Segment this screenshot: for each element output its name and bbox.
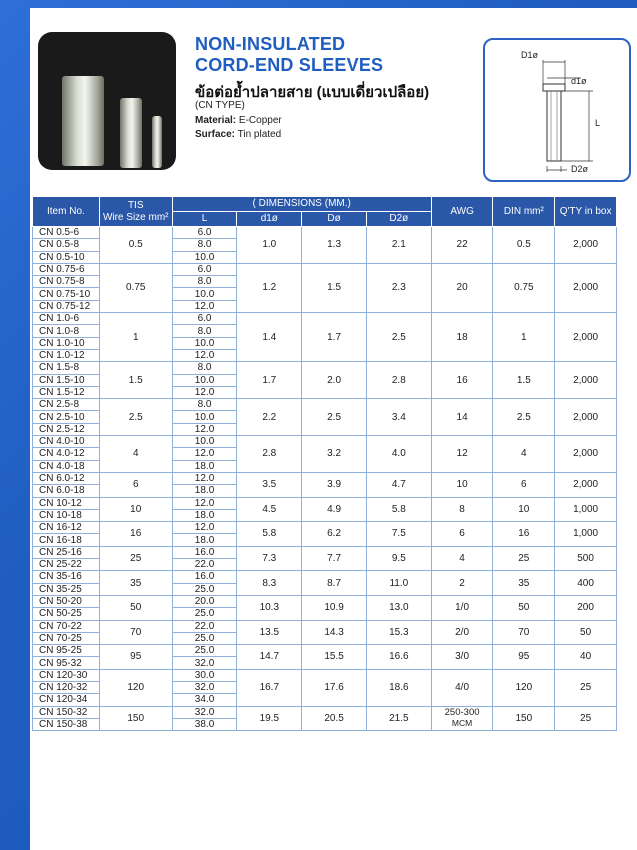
awg-cell: 18 [431, 313, 493, 362]
outer-diameter-cell: 14.3 [302, 620, 367, 645]
wire-size-cell: 6 [99, 472, 172, 497]
label-d1: d1ø [571, 76, 587, 86]
item-no-cell: CN 1.5-12 [33, 386, 100, 398]
qty-cell: 25 [555, 669, 617, 706]
length-cell: 12.0 [172, 522, 237, 534]
item-no-cell: CN 6.0-18 [33, 485, 100, 497]
table-row [33, 362, 617, 374]
wire-size-cell: 0.75 [99, 263, 172, 312]
wire-size-cell: 10 [99, 497, 172, 522]
awg-cell: 20 [431, 263, 493, 312]
din-cell: 10 [493, 497, 555, 522]
qty-cell: 2,000 [555, 399, 617, 436]
d2-cell: 7.5 [366, 522, 431, 547]
length-cell: 12.0 [172, 448, 237, 460]
item-no-cell: CN 150-38 [33, 718, 100, 730]
item-no-cell: CN 0.5-8 [33, 239, 100, 251]
item-no-cell: CN 120-32 [33, 681, 100, 693]
type-label: (CN TYPE) [195, 100, 245, 111]
awg-cell: 4/0 [431, 669, 493, 706]
title-line-1: NON-INSULATED [195, 34, 346, 54]
wire-size-cell: 35 [99, 571, 172, 596]
din-cell: 4 [493, 436, 555, 473]
item-no-cell: CN 50-20 [33, 595, 100, 607]
wire-size-cell: 120 [99, 669, 172, 706]
table-row [33, 522, 617, 534]
table-row [33, 620, 617, 632]
item-no-cell: CN 16-12 [33, 522, 100, 534]
awg-cell: 1/0 [431, 595, 493, 620]
din-cell: 1 [493, 313, 555, 362]
din-cell: 50 [493, 595, 555, 620]
header-D2: D2ø [366, 212, 431, 227]
d1-cell: 1.0 [237, 227, 302, 264]
awg-cell: 2/0 [431, 620, 493, 645]
d1-cell: 7.3 [237, 546, 302, 571]
outer-diameter-cell: 3.9 [302, 472, 367, 497]
d2-cell: 4.7 [366, 472, 431, 497]
qty-cell: 1,000 [555, 522, 617, 547]
d1-cell: 16.7 [237, 669, 302, 706]
qty-cell: 25 [555, 706, 617, 731]
awg-cell: 16 [431, 362, 493, 399]
d2-cell: 13.0 [366, 595, 431, 620]
item-no-cell: CN 4.0-12 [33, 448, 100, 460]
table-row [33, 263, 617, 275]
item-no-cell: CN 120-30 [33, 669, 100, 681]
outer-diameter-cell: 6.2 [302, 522, 367, 547]
item-no-cell: CN 70-25 [33, 632, 100, 644]
title-line-2: CORD-END SLEEVES [195, 55, 384, 75]
length-cell: 25.0 [172, 645, 237, 657]
length-cell: 16.0 [172, 571, 237, 583]
din-cell: 0.5 [493, 227, 555, 264]
din-cell: 120 [493, 669, 555, 706]
length-cell: 6.0 [172, 227, 237, 239]
table-row [33, 227, 617, 239]
table-row [33, 472, 617, 484]
qty-cell: 200 [555, 595, 617, 620]
d1-cell: 3.5 [237, 472, 302, 497]
material-value: E-Copper [238, 115, 282, 126]
qty-cell: 500 [555, 546, 617, 571]
wire-size-cell: 150 [99, 706, 172, 731]
item-no-cell: CN 35-16 [33, 571, 100, 583]
spec-table [32, 196, 617, 731]
din-cell: 6 [493, 472, 555, 497]
wire-size-cell: 25 [99, 546, 172, 571]
d1-cell: 14.7 [237, 645, 302, 670]
item-no-cell: CN 4.0-18 [33, 460, 100, 472]
outer-diameter-cell: 7.7 [302, 546, 367, 571]
table-row [33, 399, 617, 411]
table-row [33, 595, 617, 607]
d2-cell: 2.1 [366, 227, 431, 264]
length-cell: 6.0 [172, 263, 237, 275]
outer-diameter-cell: 3.2 [302, 436, 367, 473]
item-no-cell: CN 2.5-8 [33, 399, 100, 411]
length-cell: 8.0 [172, 399, 237, 411]
dimension-diagram [483, 38, 631, 182]
d1-cell: 19.5 [237, 706, 302, 731]
awg-cell: 6 [431, 522, 493, 547]
length-cell: 10.0 [172, 436, 237, 448]
item-no-cell: CN 2.5-12 [33, 423, 100, 435]
wire-size-cell: 1.5 [99, 362, 172, 399]
table-row [33, 497, 617, 509]
length-cell: 30.0 [172, 669, 237, 681]
d2-cell: 21.5 [366, 706, 431, 731]
header-L: L [172, 212, 237, 227]
item-no-cell: CN 1.0-10 [33, 337, 100, 349]
header-tis: TIS [127, 199, 144, 211]
header-qty: Q'TY in box [555, 197, 617, 227]
din-cell: 25 [493, 546, 555, 571]
d1-cell: 13.5 [237, 620, 302, 645]
label-D2: D2ø [571, 164, 589, 174]
qty-cell: 2,000 [555, 472, 617, 497]
wire-size-cell: 50 [99, 595, 172, 620]
qty-cell: 2,000 [555, 362, 617, 399]
length-cell: 25.0 [172, 583, 237, 595]
d1-cell: 4.5 [237, 497, 302, 522]
item-no-cell: CN 95-32 [33, 657, 100, 669]
spec-table-body [33, 227, 617, 731]
wire-size-cell: 0.5 [99, 227, 172, 264]
sleeve-medium-image [120, 98, 142, 168]
outer-diameter-cell: 1.7 [302, 313, 367, 362]
awg-cell: 14 [431, 399, 493, 436]
awg-cell [431, 706, 493, 731]
din-cell: 1.5 [493, 362, 555, 399]
wire-size-cell: 16 [99, 522, 172, 547]
thai-title: ข้อต่อย้ำปลายสาย (แบบเดี่ยวเปลือย) [195, 84, 430, 101]
length-cell: 12.0 [172, 349, 237, 361]
awg-cell: 8 [431, 497, 493, 522]
item-no-cell: CN 6.0-12 [33, 472, 100, 484]
item-no-cell: CN 16-18 [33, 534, 100, 546]
table-row [33, 645, 617, 657]
table-row [33, 706, 617, 718]
item-no-cell: CN 4.0-10 [33, 436, 100, 448]
item-no-cell: CN 0.5-6 [33, 227, 100, 239]
length-cell: 25.0 [172, 608, 237, 620]
d2-cell: 3.4 [366, 399, 431, 436]
d2-cell: 4.0 [366, 436, 431, 473]
length-cell: 18.0 [172, 485, 237, 497]
outer-diameter-cell: 17.6 [302, 669, 367, 706]
catalog-page [30, 8, 637, 850]
length-cell: 12.0 [172, 300, 237, 312]
item-no-cell: CN 120-34 [33, 694, 100, 706]
length-cell: 12.0 [172, 497, 237, 509]
length-cell: 22.0 [172, 620, 237, 632]
din-cell: 16 [493, 522, 555, 547]
length-cell: 10.0 [172, 288, 237, 300]
outer-diameter-cell: 2.0 [302, 362, 367, 399]
wire-size-cell: 1 [99, 313, 172, 362]
length-cell: 6.0 [172, 313, 237, 325]
item-no-cell: CN 35-25 [33, 583, 100, 595]
sleeve-small-image [152, 116, 162, 168]
item-no-cell: CN 150-32 [33, 706, 100, 718]
length-cell: 18.0 [172, 460, 237, 472]
item-no-cell: CN 2.5-10 [33, 411, 100, 423]
surface-label: Surface: [195, 129, 236, 140]
table-row [33, 313, 617, 325]
table-row [33, 436, 617, 448]
awg-value: 250-300 [444, 707, 480, 719]
length-cell: 10.0 [172, 411, 237, 423]
d2-cell: 5.8 [366, 497, 431, 522]
length-cell: 18.0 [172, 534, 237, 546]
sleeve-large-image [62, 76, 104, 166]
outer-diameter-cell: 15.5 [302, 645, 367, 670]
length-cell: 8.0 [172, 362, 237, 374]
awg-cell: 12 [431, 436, 493, 473]
qty-cell: 1,000 [555, 497, 617, 522]
surface-line [195, 129, 281, 140]
length-cell: 8.0 [172, 276, 237, 288]
item-no-cell: CN 1.0-8 [33, 325, 100, 337]
header-wire-size [99, 197, 172, 227]
length-cell: 32.0 [172, 657, 237, 669]
item-no-cell: CN 25-16 [33, 546, 100, 558]
header-wire-size-label: Wire Size mm² [102, 211, 169, 223]
qty-cell: 2,000 [555, 263, 617, 312]
label-L: L [595, 118, 601, 128]
length-cell: 32.0 [172, 706, 237, 718]
d2-cell: 11.0 [366, 571, 431, 596]
wire-size-cell: 2.5 [99, 399, 172, 436]
item-no-cell: CN 1.0-12 [33, 349, 100, 361]
table-row [33, 546, 617, 558]
outer-diameter-cell: 1.3 [302, 227, 367, 264]
wire-size-cell: 70 [99, 620, 172, 645]
length-cell: 22.0 [172, 559, 237, 571]
sleeve-drawing [485, 40, 629, 180]
length-cell: 16.0 [172, 546, 237, 558]
item-no-cell: CN 70-22 [33, 620, 100, 632]
din-cell: 2.5 [493, 399, 555, 436]
outer-diameter-cell: 8.7 [302, 571, 367, 596]
din-cell: 150 [493, 706, 555, 731]
outer-diameter-cell: 2.5 [302, 399, 367, 436]
wire-size-cell: 4 [99, 436, 172, 473]
length-cell: 8.0 [172, 325, 237, 337]
material-label: Material: [195, 115, 237, 126]
awg-cell: 3/0 [431, 645, 493, 670]
d1-cell: 2.2 [237, 399, 302, 436]
awg-cell: 2 [431, 571, 493, 596]
product-photo [38, 32, 176, 170]
qty-cell: 2,000 [555, 313, 617, 362]
d1-cell: 1.2 [237, 263, 302, 312]
surface-value: Tin plated [237, 129, 282, 140]
item-no-cell: CN 0.5-10 [33, 251, 100, 263]
din-cell: 95 [493, 645, 555, 670]
qty-cell: 40 [555, 645, 617, 670]
awg-cell: 22 [431, 227, 493, 264]
length-cell: 12.0 [172, 423, 237, 435]
item-no-cell: CN 10-18 [33, 509, 100, 521]
length-cell: 34.0 [172, 694, 237, 706]
d2-cell: 2.3 [366, 263, 431, 312]
item-no-cell: CN 0.75-10 [33, 288, 100, 300]
d2-cell: 18.6 [366, 669, 431, 706]
item-no-cell: CN 25-22 [33, 559, 100, 571]
d1-cell: 10.3 [237, 595, 302, 620]
item-no-cell: CN 50-25 [33, 608, 100, 620]
item-no-cell: CN 1.5-10 [33, 374, 100, 386]
item-no-cell: CN 10-12 [33, 497, 100, 509]
d2-cell: 9.5 [366, 546, 431, 571]
header-din: DIN mm² [493, 197, 555, 227]
item-no-cell: CN 0.75-6 [33, 263, 100, 275]
d1-cell: 1.4 [237, 313, 302, 362]
item-no-cell: CN 0.75-8 [33, 276, 100, 288]
din-cell: 0.75 [493, 263, 555, 312]
material-line [195, 115, 282, 126]
d1-cell: 5.8 [237, 522, 302, 547]
d1-cell: 1.7 [237, 362, 302, 399]
d2-cell: 2.8 [366, 362, 431, 399]
d2-cell: 2.5 [366, 313, 431, 362]
length-cell: 18.0 [172, 509, 237, 521]
din-cell: 70 [493, 620, 555, 645]
length-cell: 10.0 [172, 251, 237, 263]
item-no-cell: CN 1.5-8 [33, 362, 100, 374]
outer-diameter-cell: 1.5 [302, 263, 367, 312]
awg-unit: MCM [451, 718, 473, 729]
wire-size-cell: 95 [99, 645, 172, 670]
qty-cell: 2,000 [555, 227, 617, 264]
awg-cell: 4 [431, 546, 493, 571]
awg-cell: 10 [431, 472, 493, 497]
length-cell: 10.0 [172, 374, 237, 386]
item-no-cell: CN 0.75-12 [33, 300, 100, 312]
header-awg: AWG [431, 197, 493, 227]
d1-cell: 8.3 [237, 571, 302, 596]
outer-diameter-cell: 10.9 [302, 595, 367, 620]
header-item-no: Item No. [33, 197, 100, 227]
d2-cell: 15.3 [366, 620, 431, 645]
label-D1: D1ø [521, 50, 539, 60]
qty-cell: 2,000 [555, 436, 617, 473]
din-cell: 35 [493, 571, 555, 596]
table-row [33, 669, 617, 681]
length-cell: 12.0 [172, 472, 237, 484]
outer-diameter-cell: 4.9 [302, 497, 367, 522]
length-cell: 20.0 [172, 595, 237, 607]
length-cell: 38.0 [172, 718, 237, 730]
header-d1: d1ø [237, 212, 302, 227]
d1-cell: 2.8 [237, 436, 302, 473]
d2-cell: 16.6 [366, 645, 431, 670]
page-title [195, 34, 383, 76]
qty-cell: 400 [555, 571, 617, 596]
table-row [33, 571, 617, 583]
item-no-cell: CN 95-25 [33, 645, 100, 657]
length-cell: 32.0 [172, 681, 237, 693]
item-no-cell: CN 1.0-6 [33, 313, 100, 325]
length-cell: 8.0 [172, 239, 237, 251]
length-cell: 25.0 [172, 632, 237, 644]
header-dimensions: ( DIMENSIONS (MM.) [172, 197, 431, 212]
outer-diameter-cell: 20.5 [302, 706, 367, 731]
length-cell: 12.0 [172, 386, 237, 398]
qty-cell: 50 [555, 620, 617, 645]
length-cell: 10.0 [172, 337, 237, 349]
header-D: Dø [302, 212, 367, 227]
